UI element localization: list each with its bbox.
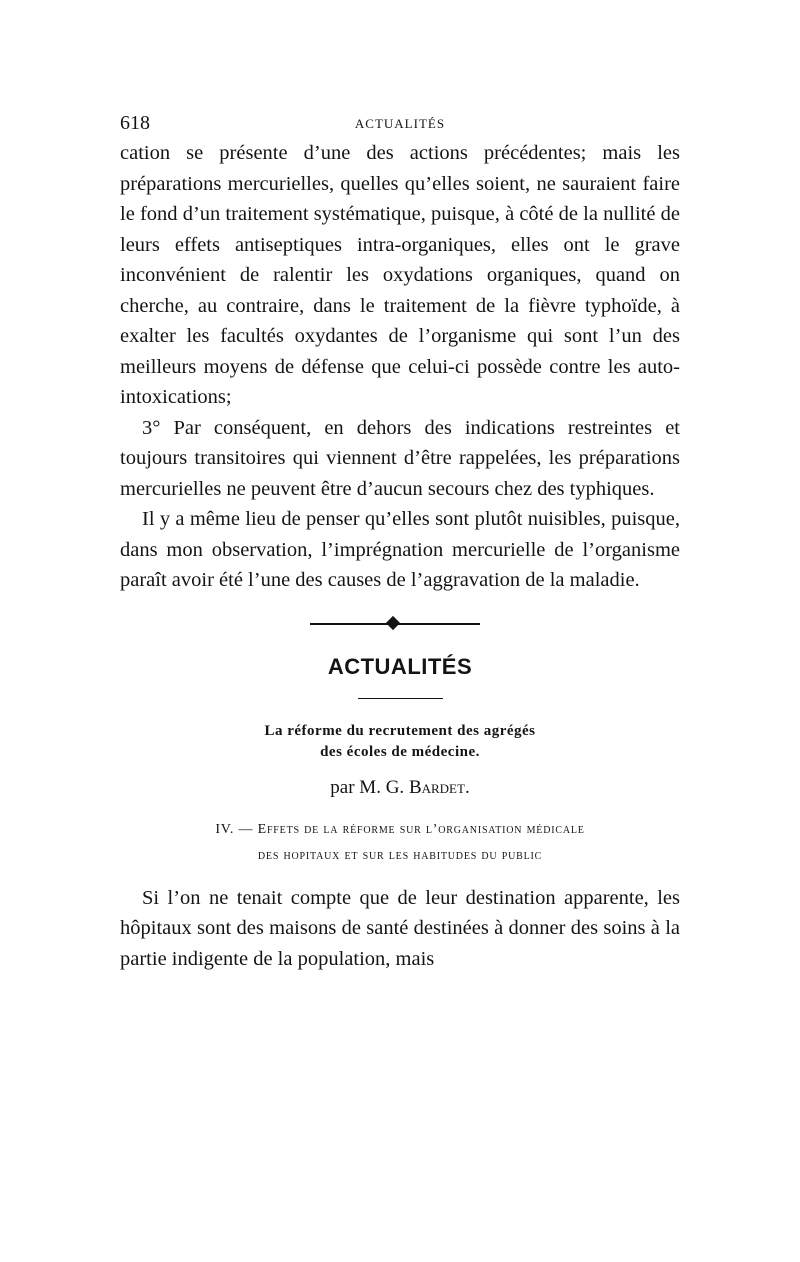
byline xyxy=(120,777,680,799)
article-title-line-2: des écoles de médecine. xyxy=(320,743,480,760)
article-title-line-1: La réforme du recrutement des agrégés xyxy=(264,722,536,739)
page xyxy=(120,108,680,974)
running-header xyxy=(120,108,680,138)
page-number: 618 xyxy=(120,112,150,134)
paragraph-1: cation se présente d’une des actions précédentes; mais les préparations mercurielles, quelles qu’elles soient, ne sauraient faire le fond d’un traitement systématique, puisque, à côté de la nullité de leurs effets antiseptiques intra-organiques, elles ont le grave inconvénient de ralentir les oxydations organiques, quand on cherche, au contraire, dans le traitement de la fièvre typhoïde, à exalter les facultés oxydantes de l’organisme qui sont l’un des meilleurs moyens de défense que celui-ci possède contre les auto-intoxications; xyxy=(120,142,680,408)
subsection-heading-line-2: des hopitaux et sur les habitudes du public xyxy=(257,847,543,863)
short-rule xyxy=(358,698,443,699)
section-title: ACTUALITÉS xyxy=(327,653,473,679)
subsection-heading xyxy=(120,817,680,869)
article-title xyxy=(120,721,680,763)
byline-prefix: par M. G. xyxy=(330,776,405,798)
diamond-ornament-icon xyxy=(386,615,400,629)
subsection-heading-line-1: IV. — Effets de la réforme sur l’organisation médicale xyxy=(215,821,585,837)
running-title: ACTUALITÉS xyxy=(354,116,446,131)
ornamental-divider xyxy=(120,614,680,634)
paragraph-4: Si l’on ne tenait compte que de leur destination apparente, les hôpitaux sont des maisons de santé destinées à donner des soins à la partie indigente de la population, mais xyxy=(120,886,680,970)
paragraph-2: 3° Par conséquent, en dehors des indications restreintes et toujours transitoires qui viennent d’être rappelées, les préparations mercurielles ne peuvent être d’aucun secours chez des typhiques. xyxy=(120,416,680,500)
paragraph-3: Il y a même lieu de penser qu’elles sont plutôt nuisibles, puisque, dans mon observation, l’imprégnation mercurielle de l’organisme paraît avoir été l’une des causes de l’aggravation de la maladie. xyxy=(120,508,680,591)
author-name: Bardet. xyxy=(408,776,470,798)
